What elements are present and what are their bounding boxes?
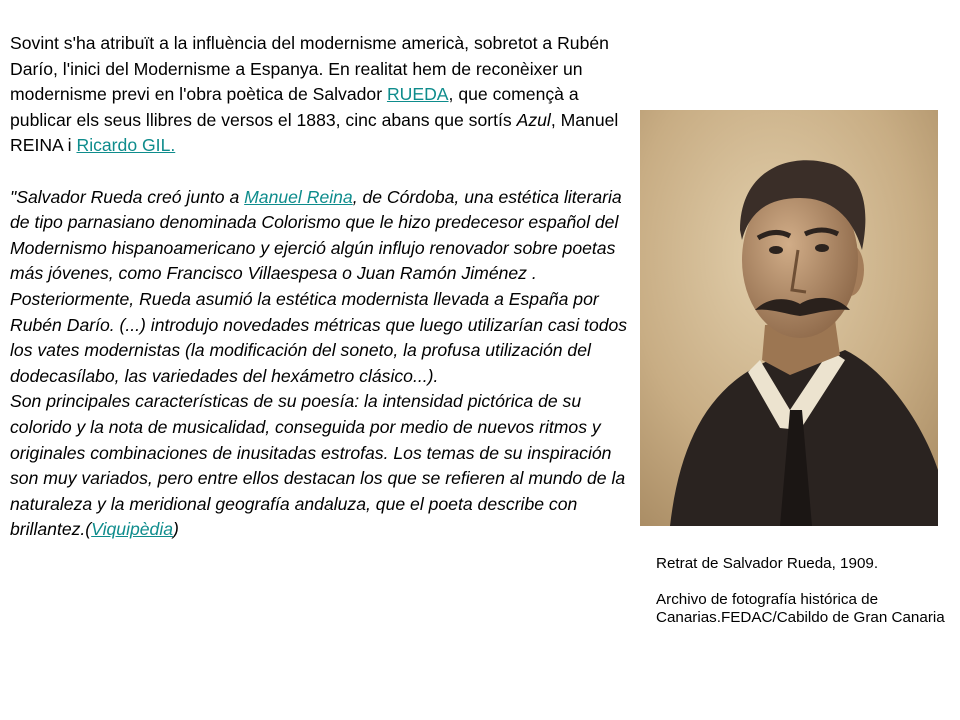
quote-paragraph [10, 185, 630, 390]
intro-paragraph [10, 31, 630, 159]
quote-text: "Salvador Rueda creó junto a [10, 186, 245, 207]
intro-text: Sovint s'ha atribuït a la influència del modernisme americà, sobretot a Rubén Darío, l'inici del Modernisme a Espanya. En realitat hem de reconèixer un modernisme previ en l'obra poètica de Salvador [10, 33, 609, 105]
intro-text: , que començà a publicar els seus llibres de versos el 1883, cinc abans que sortís [10, 84, 579, 130]
intro-text: , Manuel REINA i [10, 109, 619, 156]
quote-paragraph-2 [10, 389, 630, 543]
portrait-photo [640, 110, 938, 526]
link-rueda[interactable]: RUEDA [386, 84, 449, 105]
quote-text: ) [173, 519, 179, 540]
article-text [10, 31, 630, 543]
quote-text: Son principales características de su poesía: la intensidad pictórica de su colorido y la nota de musicalidad, conseguida por medio de nuevos ritmos y originales combinaciones de inusitadas estrofas. Los temas de su inspiración son muy variados, pero entre ellos destacan los que se refieren al mundo de la naturaleza y la meridional geografía andaluza, que el poeta describe con brillantez.( [10, 391, 626, 540]
portrait-icon [640, 110, 938, 526]
photo-caption-credit: Archivo de fotografía histórica de Canarias.FEDAC/Cabildo de Gran Canaria [656, 591, 945, 626]
link-manuel-reina[interactable]: Manuel Reina [244, 186, 353, 207]
photo-caption-title: Retrat de Salvador Rueda, 1909. [656, 555, 879, 572]
link-ricardo-gil[interactable]: Ricardo GIL. [76, 135, 176, 156]
link-viquipedia[interactable]: Viquipèdia [91, 519, 174, 540]
book-title-azul: Azul [516, 109, 551, 130]
quote-text: , de Córdoba, una estética literaria de tipo parnasiano denominada Colorismo que le hizo predecesor español del Modernismo hispanoamericano y ejerció algún influjo renovador sobre poetas más jóvenes, como Francisco Villaespesa o Juan Ramón Jiménez . Posteriormente, Rueda asumió la estética modernista llevada a España por Rubén Darío. (...) introdujo novedades métricas que luego utilizarían casi todos los vates modernistas (la modificación del soneto, la profusa utilización del dodecasílabo, las variedades del hexámetro clásico...). [10, 186, 628, 386]
